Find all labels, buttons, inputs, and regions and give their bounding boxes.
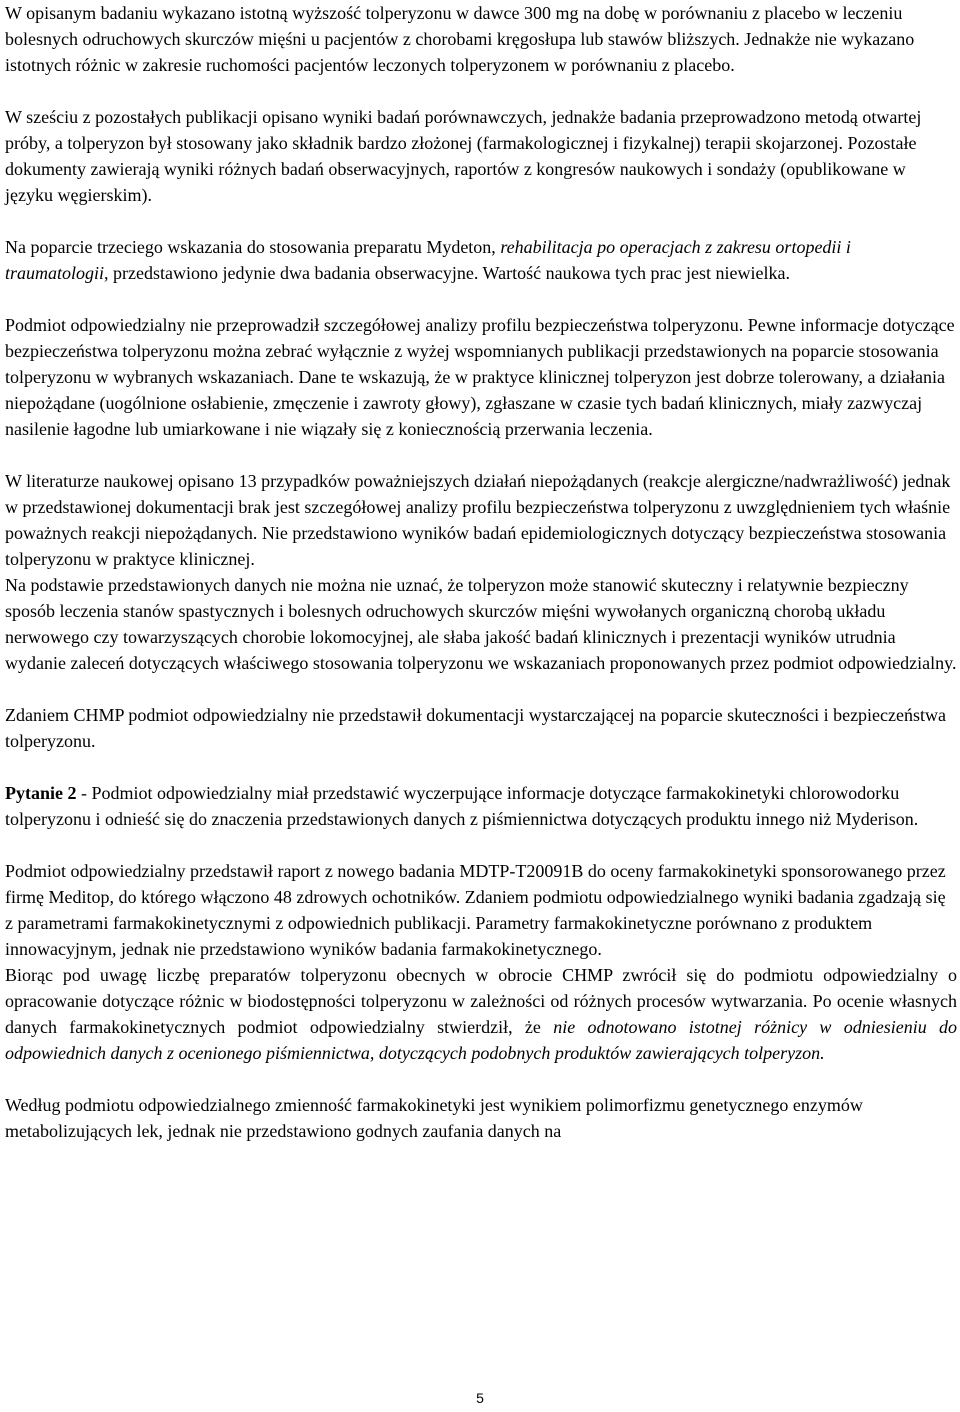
document-page [5, 0, 957, 1144]
paragraph-10-text: Biorąc pod uwagę liczbę preparatów tolperyzonu obecnych w obrocie CHMP zwrócił się do podmiotu odpowiedzialny o opracowanie dotyczące różnic w biodostępności tolperyzonu w zależności od różnych procesów wytwarzania. Po ocenie własnych danych farmakokinetycznych podmiot odpowiedzialny stwierdził, że [5, 965, 957, 1037]
paragraph-6: Na podstawie przedstawionych danych nie można nie uznać, że tolperyzon może stanowić skuteczny i relatywnie bezpieczny sposób leczenia stanów spastycznych i bolesnych odruchowych skurczów mięśni wywołanych organiczną chorobą układu nerwowego czy towarzyszących chorobie lokomocyjnej, ale słaba jakość badań klinicznych i prezentacji wyników utrudnia wydanie zaleceń dotyczących właściwego stosowania tolperyzonu we wskazaniach proponowanych przez podmiot odpowiedzialny. [5, 575, 957, 673]
page-number: 5 [476, 1390, 484, 1406]
paragraph-2: W sześciu z pozostałych publikacji opisano wyniki badań porównawczych, jednakże badania przeprowadzono metodą otwartej próby, a tolperyzon był stosowany jako składnik bardzo złożonej (farmakologicznej i fizykalnej) terapii skojarzonej. Pozostałe dokumenty zawierają wyniki różnych badań obserwacyjnych, raportów z kongresów naukowych i sondaży (opublikowane w języku węgierskim). [5, 107, 922, 205]
paragraph-7: Zdaniem CHMP podmiot odpowiedzialny nie przedstawił dokumentacji wystarczającej na poparcie skuteczności i bezpieczeństwa tolperyzonu. [5, 705, 947, 751]
paragraph-10-italic: nie odnotowano istotnej różnicy w odniesieniu do odpowiednich danych z ocenionego piśmiennictwa, dotyczących podobnych produktów zawierających tolperyzon. [5, 1017, 958, 1063]
paragraph-3-text-a: Na poparcie trzeciego wskazania do stosowania preparatu Mydeton, [5, 237, 501, 257]
paragraph-3-text-b: , przedstawiono jedynie dwa badania obserwacyjne. Wartość naukowa tych prac jest niewielka. [104, 263, 790, 283]
paragraph-5: W literaturze naukowej opisano 13 przypadków poważniejszych działań niepożądanych (reakcje alergiczne/nadwrażliwość) jednak w przedstawionej dokumentacji brak jest szczegółowej analizy profilu bezpieczeństwa tolperyzonu z uwzględnieniem tych właśnie poważnych reakcji niepożądanych. Nie przedstawiono wyników badań epidemiologicznych dotyczący bezpieczeństwa stosowania tolperyzonu w praktyce klinicznej. [5, 471, 951, 569]
paragraph-9: Podmiot odpowiedzialny przedstawił raport z nowego badania MDTP-T20091B do oceny farmakokinetyki sponsorowanego przez firmę Meditop, do którego włączono 48 zdrowych ochotników. Zdaniem podmiotu odpowiedzialnego wyniki badania zgadzają się z parametrami farmakokinetycznymi z odpowiednich publikacji. Parametry farmakokinetyczne porównano z produktem innowacyjnym, jednak nie przedstawiono wyników badania farmakokinetycznego. [5, 861, 946, 959]
question-2-label: Pytanie 2 [5, 783, 77, 803]
paragraph-3-italic: rehabilitacja po operacjach z zakresu ortopedii i traumatologii [5, 237, 851, 283]
question-2-text: - Podmiot odpowiedzialny miał przedstawić wyczerpujące informacje dotyczące farmakokinetyki chlorowodorku tolperyzonu i odnieść się do znaczenia przedstawionych danych z piśmiennictwa dotyczących produktu innego niż Myderison. [5, 783, 919, 829]
paragraph-1: W opisanym badaniu wykazano istotną wyższość tolperyzonu w dawce 300 mg na dobę w porównaniu z placebo w leczeniu bolesnych odruchowych skurczów mięśni u pacjentów z chorobami kręgosłupa lub stawów bliższych. Jednakże nie wykazano istotnych różnic w zakresie ruchomości pacjentów leczonych tolperyzonem w porównaniu z placebo. [5, 3, 915, 75]
paragraph-11: Według podmiotu odpowiedzialnego zmienność farmakokinetyki jest wynikiem polimorfizmu genetycznego enzymów metabolizujących lek, jednak nie przedstawiono godnych zaufania danych na [5, 1095, 863, 1141]
paragraph-4: Podmiot odpowiedzialny nie przeprowadził szczegółowej analizy profilu bezpieczeństwa tolperyzonu. Pewne informacje dotyczące bezpieczeństwa tolperyzonu można zebrać wyłącznie z wyżej wspomnianych publikacji przedstawionych na poparcie stosowania tolperyzonu w wybranych wskazaniach. Dane te wskazują, że w praktyce klinicznej tolperyzon jest dobrze tolerowany, a działania niepożądane (uogólnione osłabienie, zmęczenie i zawroty głowy), zgłaszane w czasie tych badań klinicznych, miały zazwyczaj nasilenie łagodne lub umiarkowane i nie wiązały się z koniecznością przerwania leczenia. [5, 315, 955, 439]
question-2 [5, 780, 957, 832]
paragraph-10 [5, 962, 957, 1066]
paragraph-3 [5, 234, 957, 286]
